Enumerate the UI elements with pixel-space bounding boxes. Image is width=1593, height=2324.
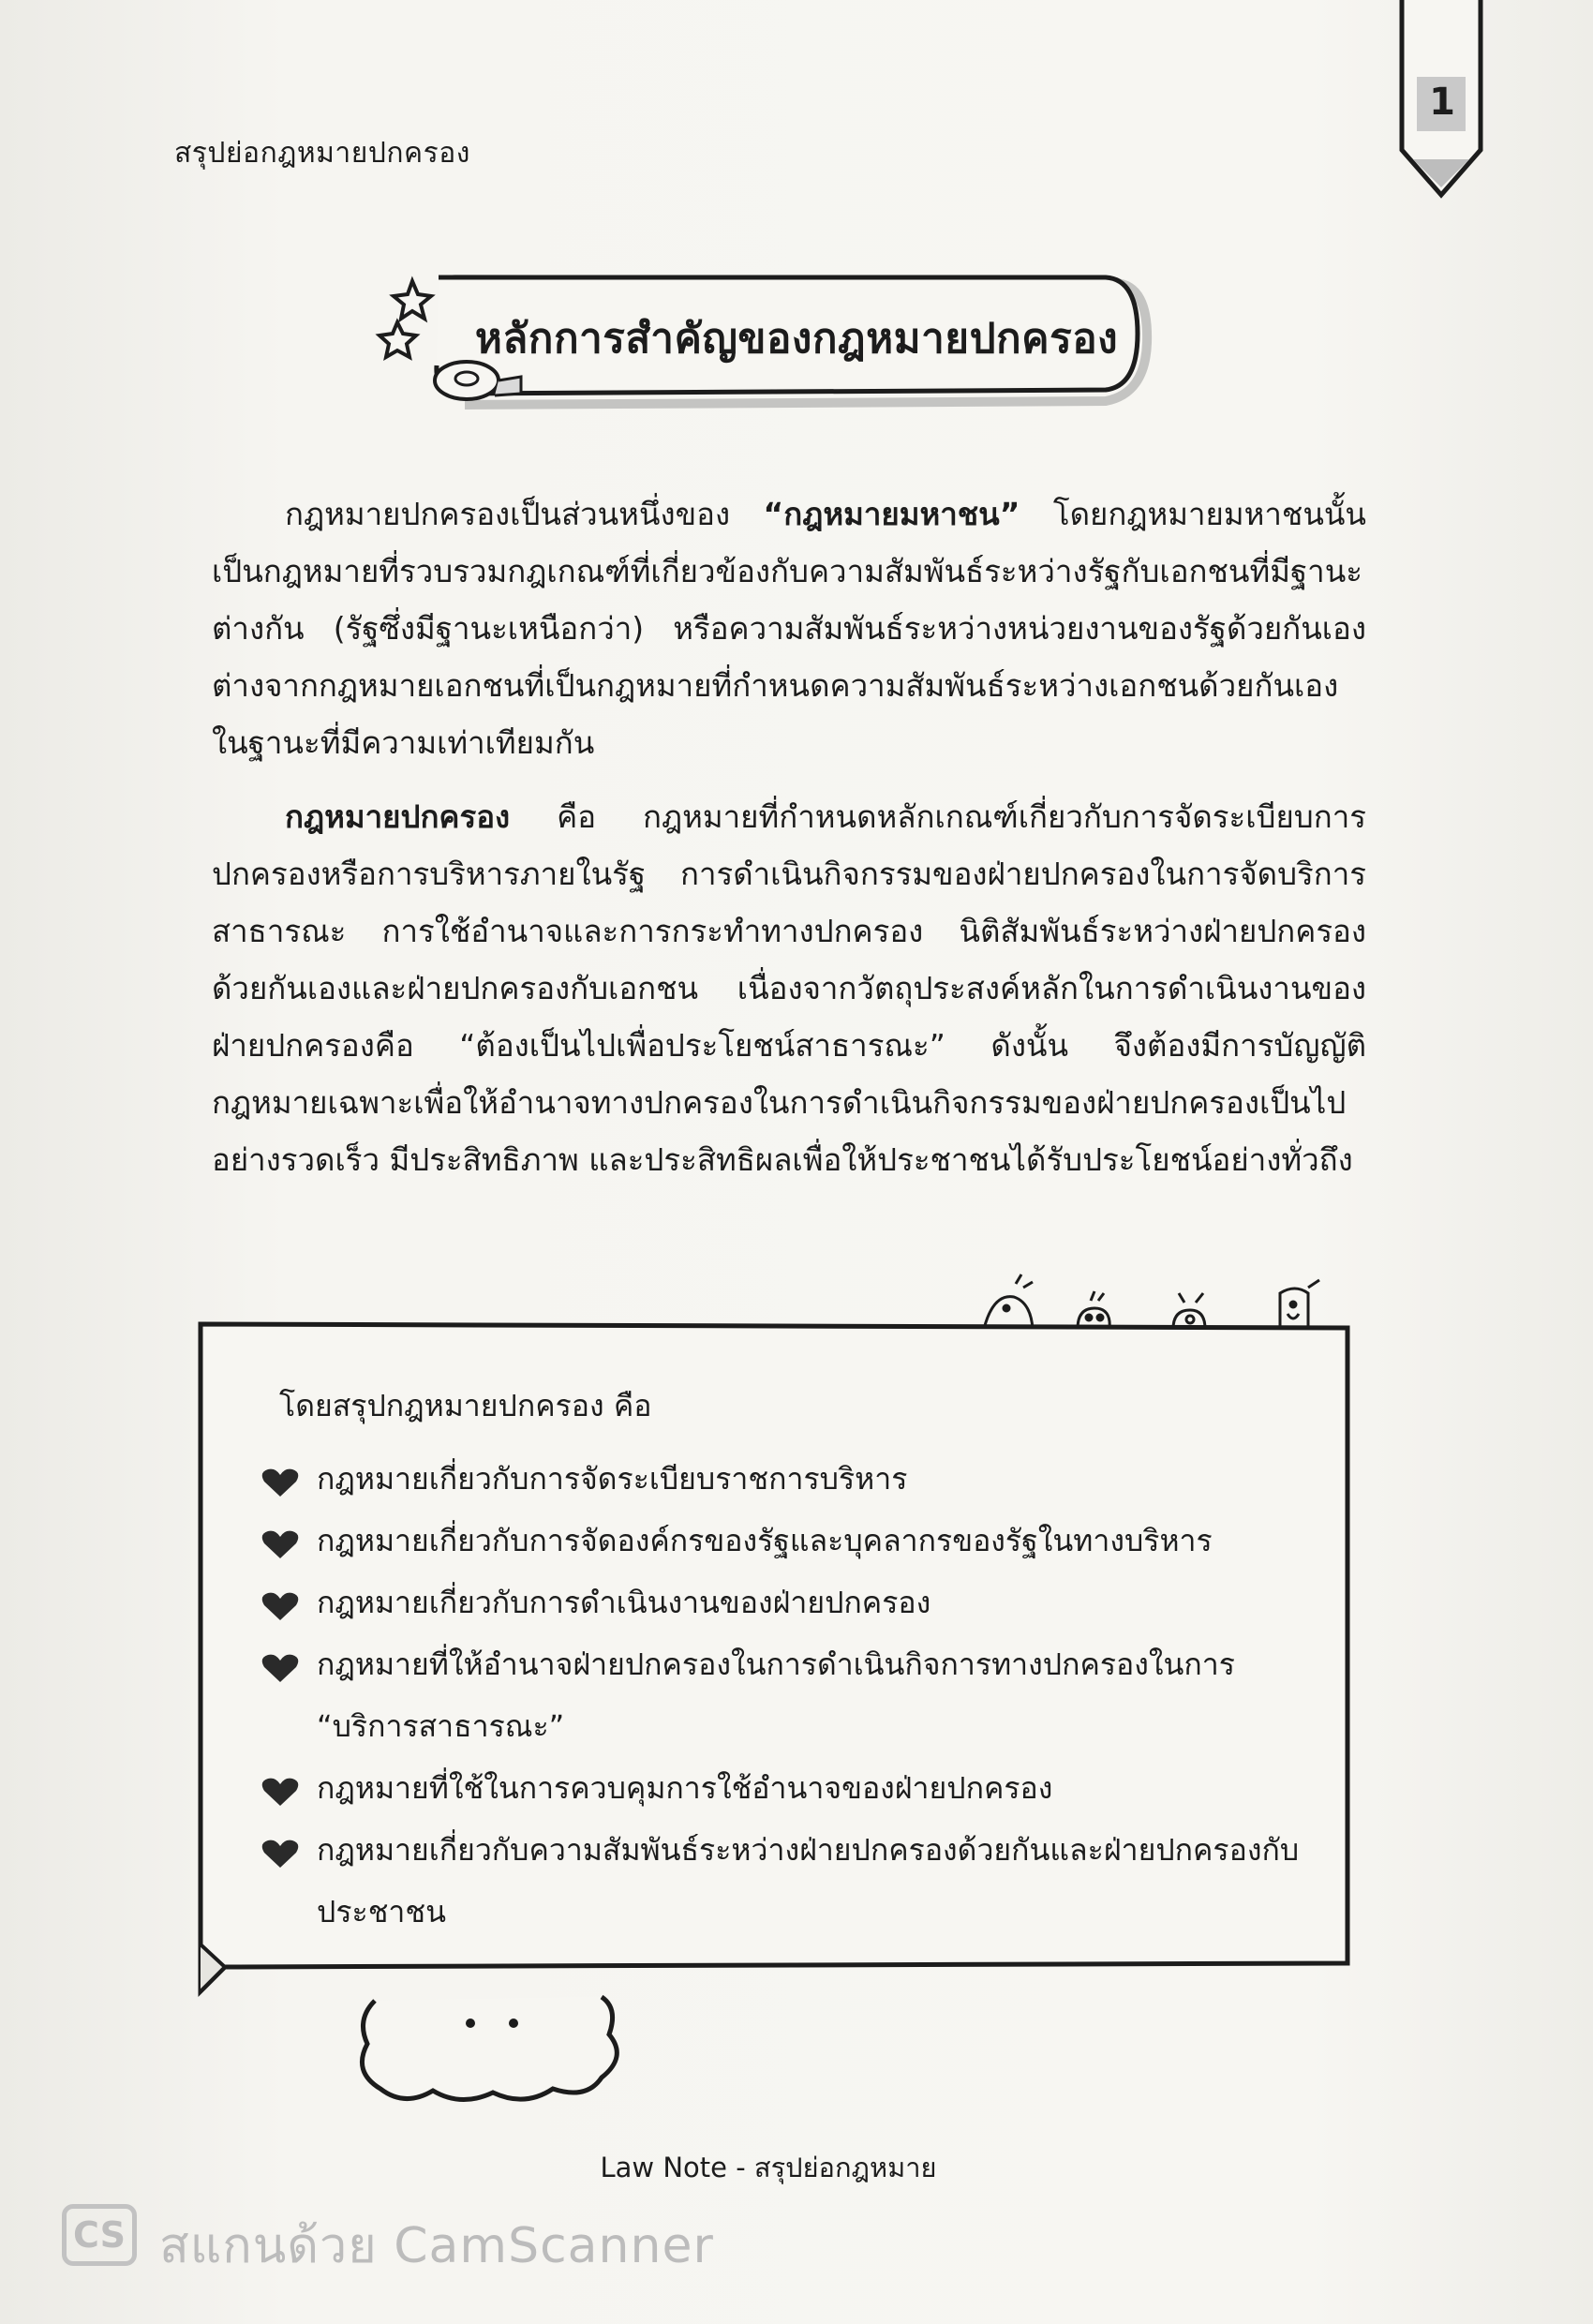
footer-text: Law Note - สรุปย่อกฎหมาย xyxy=(600,2152,937,2183)
summary-item-text: กฎหมายที่ให้อำนาจฝ่ายปกครองในการดำเนินกิจการทางปกครองในการ “บริการสาธารณะ” xyxy=(317,1646,1235,1744)
paragraph-administrative-law xyxy=(212,788,1366,1188)
heart-icon xyxy=(261,1467,300,1498)
paragraph-rest: คือ กฎหมายที่กำหนดหลักเกณฑ์เกี่ยวกับการจัดระเบียบการปกครองหรือการบริหารภายในรัฐ การดำเนินกิจกรรมของฝ่ายปกครองในการจัดบริการสาธารณะ การใช้อำนาจและการกระทำทางปกครอง นิติสัมพันธ์ระหว่างฝ่ายปกครองด้วยกันเองและฝ่ายปกครองกับเอกชน เนื่องจากวัตถุประสงค์หลักในการดำเนินงานของฝ่ายปกครองคือ “ต้องเป็นไปเพื่อประโยชน์สาธารณะ” ดังนั้น จึงต้องมีการบัญญัติกฎหมายเฉพาะเพื่อให้อำนาจทางปกครองในการดำเนินกิจกรรมของฝ่ายปกครองเป็นไปอย่างรวดเร็ว มีประสิทธิภาพ และประสิทธิผลเพื่อให้ประชาชนได้รับประโยชน์อย่างทั่วถึง xyxy=(212,798,1366,1178)
summary-item-text: กฎหมายเกี่ยวกับการจัดองค์กรของรัฐและบุคลากรของรัฐในทางบริหาร xyxy=(317,1523,1213,1558)
paragraph-rest: โดยกฎหมายมหาชนนั้นเป็นกฎหมายที่รวบรวมกฎเกณฑ์ที่เกี่ยวข้องกับความสัมพันธ์ระหว่างรัฐกับเอกชนที่มีฐานะต่างกัน (รัฐซึ่งมีฐานะเหนือกว่า) หรือความสัมพันธ์ระหว่างหน่วยงานของรัฐด้วยกันเอง ต่างจากกฎหมายเอกชนที่เป็นกฎหมายที่กำหนดความสัมพันธ์ระหว่างเอกชนด้วยกันเองในฐานะที่มีความเท่าเทียมกัน xyxy=(212,496,1366,761)
heart-icon xyxy=(261,1590,300,1622)
summary-item-text: กฎหมายที่ใช้ในการควบคุมการใช้อำนาจของฝ่ายปกครอง xyxy=(317,1770,1053,1806)
section-title: หลักการสำคัญของกฎหมายปกครอง xyxy=(474,315,1119,363)
cloud-doodle xyxy=(356,1991,628,2104)
page-number: 1 xyxy=(1429,81,1455,124)
list-item xyxy=(261,1448,1310,1510)
camscanner-logo-icon: CS xyxy=(62,2204,137,2266)
list-item xyxy=(261,1633,1310,1757)
cloud-doodle-icon xyxy=(356,1991,628,2104)
summary-item-text: กฎหมายเกี่ยวกับการจัดระเบียบราชการบริหาร xyxy=(317,1461,908,1497)
list-item xyxy=(261,1819,1310,1943)
heart-icon xyxy=(261,1776,300,1808)
summary-heading: โดยสรุปกฎหมายปกครอง คือ xyxy=(279,1388,652,1423)
summary-item-text: กฎหมายเกี่ยวกับความสัมพันธ์ระหว่างฝ่ายปกครองด้วยกันและฝ่ายปกครองกับประชาชน xyxy=(317,1832,1300,1929)
heart-icon xyxy=(261,1838,300,1870)
paragraph-lead: กฎหมายปกครองเป็นส่วนหนึ่งของ xyxy=(285,496,764,532)
list-item xyxy=(261,1572,1310,1633)
term-public-law: “กฎหมายมหาชน” xyxy=(763,496,1020,532)
watermark-text: สแกนด้วย CamScanner xyxy=(159,2218,714,2274)
section-title-banner xyxy=(375,253,1153,422)
running-header: สรุปย่อกฎหมายปกครอง xyxy=(174,137,470,170)
star-icon xyxy=(380,322,416,357)
body-text xyxy=(212,485,1366,1188)
list-item xyxy=(261,1510,1310,1572)
heart-icon xyxy=(261,1652,300,1684)
heart-icon xyxy=(261,1528,300,1560)
paragraph-public-law xyxy=(212,485,1366,771)
camscanner-watermark xyxy=(62,2200,811,2275)
star-icon xyxy=(394,281,431,319)
list-item xyxy=(261,1757,1310,1819)
summary-list xyxy=(261,1448,1310,1943)
term-administrative-law: กฎหมายปกครอง xyxy=(285,798,511,835)
summary-item-text: กฎหมายเกี่ยวกับการดำเนินงานของฝ่ายปกครอง xyxy=(317,1585,931,1620)
summary-box xyxy=(187,1317,1354,2010)
